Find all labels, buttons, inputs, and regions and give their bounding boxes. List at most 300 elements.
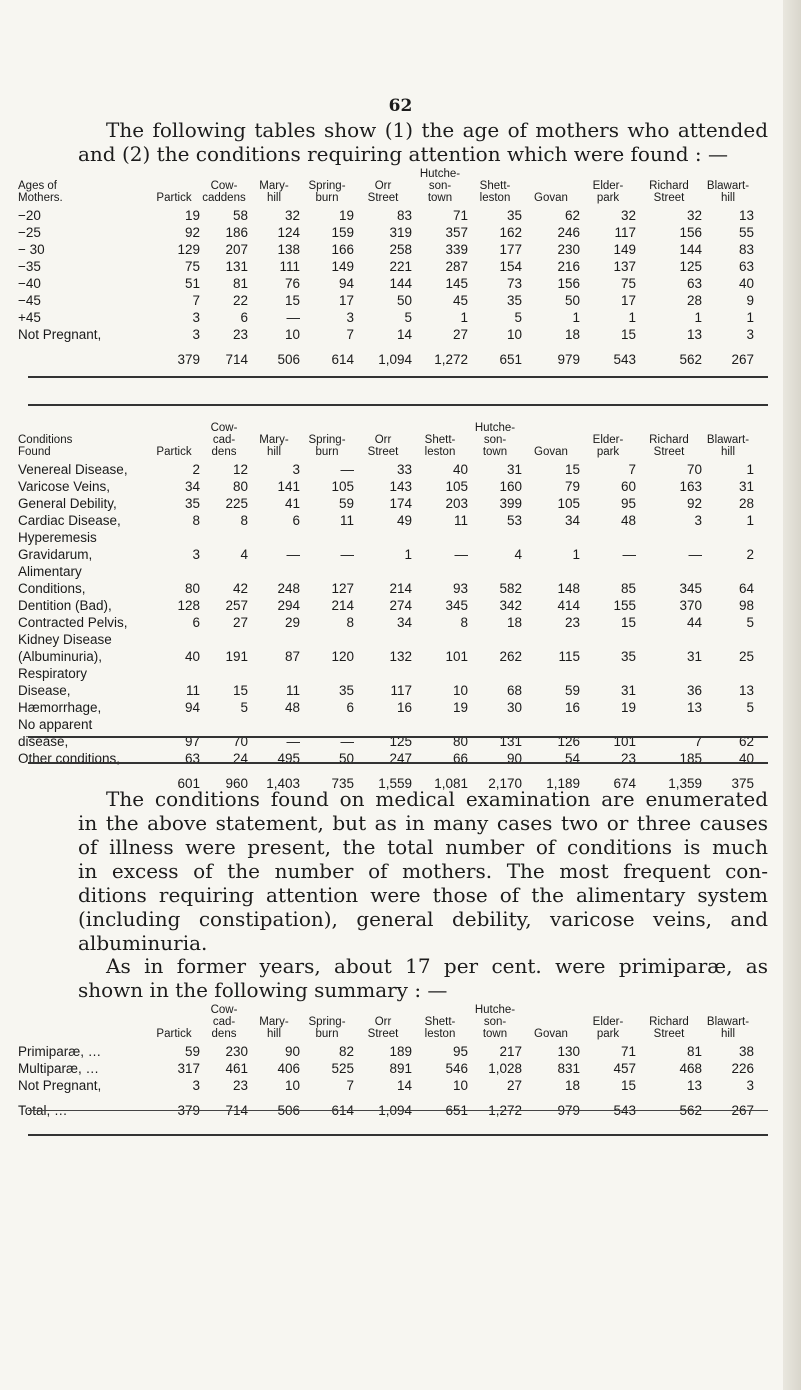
column-header <box>200 422 248 461</box>
paragraph-line: ditions requiring attention were those of the alimentary system <box>78 883 768 907</box>
total-cell: 1,272 <box>488 1103 522 1118</box>
table-row <box>18 241 754 258</box>
table-cell <box>580 716 636 733</box>
column-header-line: Cow- <box>210 1004 238 1016</box>
table-cell: 19 <box>620 700 636 715</box>
column-header-line: park <box>596 446 620 458</box>
row-label: −35 <box>18 259 41 274</box>
table-cell: 90 <box>284 1044 300 1059</box>
table-cell: 162 <box>499 225 522 240</box>
table-cell: 214 <box>389 581 412 596</box>
table-cell: 468 <box>679 1061 702 1076</box>
table-cell: 32 <box>284 208 300 223</box>
column-header <box>702 422 754 461</box>
table-cell: 3 <box>192 547 200 562</box>
table-cell: 125 <box>679 259 702 274</box>
column-header <box>522 422 580 461</box>
table-cell <box>200 529 248 546</box>
table-row <box>18 631 754 648</box>
column-header <box>18 168 148 207</box>
table-cell: 15 <box>620 615 636 630</box>
total-row <box>18 1094 754 1119</box>
column-header <box>354 1004 412 1043</box>
table-row <box>18 461 754 478</box>
table-cell: 3 <box>746 1078 754 1093</box>
table-cell: 34 <box>564 513 580 528</box>
table-cell <box>702 716 754 733</box>
column-header <box>148 168 200 207</box>
table-cell: 59 <box>184 1044 200 1059</box>
table-cell: 1 <box>404 547 412 562</box>
row-label: − 30 <box>18 242 45 257</box>
column-header <box>412 168 468 207</box>
table-row <box>18 648 754 665</box>
table-cell: 18 <box>506 615 522 630</box>
table-cell: 216 <box>557 259 580 274</box>
total-cell: 614 <box>331 352 354 367</box>
table-cell: 257 <box>225 598 248 613</box>
table-row <box>18 292 754 309</box>
table-cell <box>580 563 636 580</box>
table-row <box>18 750 754 767</box>
table-cell: 13 <box>686 700 702 715</box>
table-cell <box>522 665 580 682</box>
table-cell: 40 <box>738 751 754 766</box>
column-header <box>300 422 354 461</box>
row-label: −20 <box>18 208 41 223</box>
table-cell <box>580 631 636 648</box>
table-cell: 83 <box>396 208 412 223</box>
total-cell: 2,170 <box>488 776 522 791</box>
table-cell: 10 <box>284 1078 300 1093</box>
table-rule <box>28 736 768 738</box>
table-cell <box>522 529 580 546</box>
column-header <box>412 422 468 461</box>
table-cell: 105 <box>557 496 580 511</box>
table-row <box>18 512 754 529</box>
table-cell: 4 <box>240 547 248 562</box>
table-cell: 45 <box>452 293 468 308</box>
column-header <box>354 168 412 207</box>
table-row <box>18 682 754 699</box>
table-cell: 406 <box>277 1061 300 1076</box>
column-header-line: hill <box>720 192 736 204</box>
column-header-line: Street <box>367 1028 399 1040</box>
table-cell <box>148 563 200 580</box>
column-header-line: dens <box>211 1028 237 1040</box>
column-header <box>522 168 580 207</box>
table-cell: 82 <box>338 1044 354 1059</box>
table-cell: 414 <box>557 598 580 613</box>
total-label: Total, … <box>18 1103 68 1118</box>
table-cell: 94 <box>338 276 354 291</box>
table-cell: 230 <box>225 1044 248 1059</box>
table-cell: 70 <box>686 462 702 477</box>
column-header <box>300 1004 354 1043</box>
table-cell: 145 <box>445 276 468 291</box>
table-row <box>18 478 754 495</box>
table-row <box>18 580 754 597</box>
column-header-line: Cow- <box>210 180 238 192</box>
total-cell: 674 <box>613 776 636 791</box>
total-cell: 1,359 <box>668 776 702 791</box>
table-cell: 11 <box>285 683 300 698</box>
table-cell: 5 <box>240 700 248 715</box>
table-cell: 12 <box>232 462 248 477</box>
table-cell: 342 <box>499 598 522 613</box>
table-cell: 73 <box>506 276 522 291</box>
table-cell <box>468 716 522 733</box>
table-cell: 174 <box>389 496 412 511</box>
table-rule <box>28 1110 768 1111</box>
conditions-paragraph <box>78 787 768 955</box>
table-cell: 95 <box>452 1044 468 1059</box>
column-header-line <box>148 434 200 446</box>
table-cell: 19 <box>184 208 200 223</box>
table-cell: 126 <box>557 734 580 749</box>
table-cell: 27 <box>452 327 468 342</box>
table-cell: 1 <box>746 513 754 528</box>
table-cell: 34 <box>396 615 412 630</box>
table-cell <box>248 716 300 733</box>
column-header-line: Blawart- <box>706 434 750 446</box>
table-cell <box>468 631 522 648</box>
table-cell: 144 <box>679 242 702 257</box>
column-header <box>522 1004 580 1043</box>
table-cell <box>148 529 200 546</box>
table-cell: 191 <box>225 649 248 664</box>
column-header-line: Govan <box>534 1028 568 1040</box>
table-row <box>18 1043 754 1060</box>
column-header <box>148 422 200 461</box>
page-edge <box>783 0 801 1390</box>
table-cell: 38 <box>738 1044 754 1059</box>
row-label: Venereal Disease, <box>18 462 128 477</box>
table-cell: 137 <box>613 259 636 274</box>
table-cell: 13 <box>738 208 754 223</box>
table-cell: 3 <box>192 327 200 342</box>
paragraph-line: shown in the following summary : — <box>78 978 448 1002</box>
table-cell: 7 <box>346 327 354 342</box>
row-label: Gravidarum, <box>18 547 93 562</box>
table-cell: 75 <box>620 276 636 291</box>
table-cell: 81 <box>686 1044 702 1059</box>
table-cell: 48 <box>284 700 300 715</box>
table-cell <box>200 563 248 580</box>
column-header-line: cad- <box>212 1016 236 1028</box>
column-header <box>300 168 354 207</box>
total-cell: 379 <box>177 352 200 367</box>
total-cell: 506 <box>277 1103 300 1118</box>
column-header-line: burn <box>315 446 339 458</box>
table-cell <box>148 716 200 733</box>
table-cell: 149 <box>331 259 354 274</box>
table-row <box>18 1060 754 1077</box>
table-cell: — <box>286 547 300 562</box>
table-cell: 105 <box>445 479 468 494</box>
table-cell: 66 <box>452 751 468 766</box>
table-cell: 117 <box>390 683 412 698</box>
table-cell: 50 <box>396 293 412 308</box>
table-cell: 50 <box>564 293 580 308</box>
table-cell: 4 <box>514 547 522 562</box>
table-cell: 117 <box>614 225 636 240</box>
table-cell: 95 <box>620 496 636 511</box>
table-cell: 80 <box>232 479 248 494</box>
table-cell: 81 <box>232 276 248 291</box>
intro-line: The following tables show (1) the age of mothers who attended <box>106 118 768 142</box>
table-cell: 87 <box>284 649 300 664</box>
table-cell: 891 <box>389 1061 412 1076</box>
table-cell: 101 <box>613 734 636 749</box>
column-header-line: burn <box>315 1028 339 1040</box>
table-cell: 31 <box>738 479 754 494</box>
row-label: Dentition (Bad), <box>18 598 112 613</box>
table-cell: 17 <box>620 293 636 308</box>
table-cell: 90 <box>506 751 522 766</box>
table-cell: 149 <box>613 242 636 257</box>
table-cell: 23 <box>620 751 636 766</box>
column-header <box>636 422 702 461</box>
column-header-line: Hutche- <box>474 422 516 434</box>
total-cell: 1,094 <box>378 352 412 367</box>
total-cell: 543 <box>613 352 636 367</box>
table-row <box>18 699 754 716</box>
table-cell: 35 <box>506 208 522 223</box>
table-cell: 3 <box>694 513 702 528</box>
table-cell: 10 <box>506 327 522 342</box>
table-cell <box>412 631 468 648</box>
column-header-line: Richard <box>649 180 689 192</box>
column-header <box>636 168 702 207</box>
table-cell: 28 <box>686 293 702 308</box>
table-row <box>18 665 754 682</box>
column-header-line: hill <box>266 1028 282 1040</box>
header-row <box>18 168 754 207</box>
column-header-line: Richard <box>649 434 689 446</box>
table-cell: 127 <box>331 581 354 596</box>
column-header-line: Street <box>653 192 685 204</box>
table-cell: 294 <box>277 598 300 613</box>
table-cell: 101 <box>445 649 468 664</box>
total-cell: 375 <box>731 776 754 791</box>
table-cell: 148 <box>557 581 580 596</box>
table-cell <box>354 631 412 648</box>
table-cell: 80 <box>452 734 468 749</box>
table-cell <box>300 665 354 682</box>
column-header-line: hill <box>266 192 282 204</box>
table-cell: — <box>340 734 354 749</box>
table-cell: 546 <box>445 1061 468 1076</box>
table-cell: 399 <box>499 496 522 511</box>
table-cell: 55 <box>738 225 754 240</box>
table-cell: 76 <box>284 276 300 291</box>
column-header-line: park <box>596 1028 620 1040</box>
column-header-line: caddens <box>202 192 246 204</box>
total-cell: 1,094 <box>378 1103 412 1118</box>
table-cell: — <box>340 462 354 477</box>
row-label: No apparent <box>18 717 93 732</box>
table-cell <box>580 529 636 546</box>
column-header-line: dens <box>211 446 237 458</box>
table-cell: 97 <box>184 734 200 749</box>
table-cell: 5 <box>746 700 754 715</box>
table-cell: 1 <box>460 310 468 325</box>
row-label: Hyperemesis <box>18 530 97 545</box>
total-cell: 651 <box>445 1103 468 1118</box>
column-header <box>580 1004 636 1043</box>
column-header <box>248 422 300 461</box>
column-header-line <box>148 180 200 192</box>
table-cell: 131 <box>225 259 248 274</box>
total-row <box>18 343 754 368</box>
table-cell: 17 <box>338 293 354 308</box>
table-cell: 105 <box>331 479 354 494</box>
table-cell <box>200 665 248 682</box>
table-row <box>18 614 754 631</box>
table-cell: 28 <box>738 496 754 511</box>
table-cell: 32 <box>620 208 636 223</box>
total-cell: 735 <box>331 776 354 791</box>
table-cell: 27 <box>506 1078 522 1093</box>
total-cell: 979 <box>557 352 580 367</box>
table-cell: 1 <box>746 462 754 477</box>
table-cell: 13 <box>738 683 754 698</box>
table-cell: 29 <box>284 615 300 630</box>
table-cell: 262 <box>499 649 522 664</box>
row-label: +45 <box>18 310 41 325</box>
table-cell: 10 <box>452 1078 468 1093</box>
table-row <box>18 495 754 512</box>
table-cell: — <box>286 310 300 325</box>
table-rule <box>28 404 768 406</box>
table-cell <box>636 631 702 648</box>
column-header-line: Partick <box>156 1028 192 1040</box>
column-header-line: son- <box>483 434 507 446</box>
table-cell: 27 <box>232 615 248 630</box>
paragraph-line: albuminuria. <box>78 931 208 955</box>
table-cell: 10 <box>452 683 468 698</box>
table-cell <box>412 665 468 682</box>
table-cell: 6 <box>240 310 248 325</box>
total-cell: 714 <box>225 352 248 367</box>
total-cell: 267 <box>731 1103 754 1118</box>
table-cell: 58 <box>232 208 248 223</box>
table-cell: 7 <box>694 734 702 749</box>
total-cell: 1,189 <box>546 776 580 791</box>
table-cell <box>300 631 354 648</box>
column-header <box>468 1004 522 1043</box>
table-cell: 143 <box>389 479 412 494</box>
table-cell <box>248 631 300 648</box>
table-row <box>18 326 754 343</box>
table-cell: 11 <box>453 513 468 528</box>
total-cell: 1,403 <box>266 776 300 791</box>
table-cell: 30 <box>506 700 522 715</box>
table-row <box>18 207 754 224</box>
table-cell <box>702 529 754 546</box>
total-cell: 601 <box>177 776 200 791</box>
table-cell: 3 <box>192 1078 200 1093</box>
column-header-line: hill <box>266 446 282 458</box>
table-cell: 13 <box>686 327 702 342</box>
paragraph-line: As in former years, about 17 per cent. were primiparæ, as <box>106 954 768 978</box>
total-label <box>18 343 148 368</box>
row-label: −45 <box>18 293 41 308</box>
table-row <box>18 563 754 580</box>
table-cell <box>354 529 412 546</box>
table-cell: 23 <box>564 615 580 630</box>
table-cell: 1,028 <box>488 1061 522 1076</box>
table-cell: 68 <box>506 683 522 698</box>
column-header-line <box>522 180 580 192</box>
table-cell: 24 <box>232 751 248 766</box>
column-header-line: Richard <box>649 1016 689 1028</box>
table-cell <box>468 529 522 546</box>
table-cell: 19 <box>338 208 354 223</box>
row-label: −25 <box>18 225 41 240</box>
table-rule <box>28 1134 768 1136</box>
table-cell: 1 <box>694 310 702 325</box>
column-header-line: leston <box>424 1028 456 1040</box>
column-header <box>200 1004 248 1043</box>
table-cell <box>636 665 702 682</box>
table-cell: 16 <box>564 700 580 715</box>
table-cell: 98 <box>738 598 754 613</box>
table-cell: 10 <box>284 327 300 342</box>
row-label: Not Pregnant, <box>18 327 102 342</box>
page-number: 62 <box>388 96 413 116</box>
table-cell: 49 <box>396 513 412 528</box>
table-row <box>18 1077 754 1094</box>
row-label: Kidney Disease <box>18 632 112 647</box>
column-header <box>580 422 636 461</box>
table-cell: 60 <box>620 479 636 494</box>
row-label: Respiratory <box>18 666 88 681</box>
row-label: Primiparæ, … <box>18 1044 102 1059</box>
table-row <box>18 309 754 326</box>
table-cell: 246 <box>557 225 580 240</box>
table-rule <box>28 762 768 764</box>
table-cell: 94 <box>184 700 200 715</box>
table-cell: 319 <box>389 225 412 240</box>
table-cell: 166 <box>331 242 354 257</box>
row-label: disease, <box>18 734 69 749</box>
table-cell: 64 <box>738 581 754 596</box>
table-cell: 120 <box>331 649 354 664</box>
row-label: Hæmorrhage, <box>18 700 102 715</box>
table-cell: 59 <box>338 496 354 511</box>
table-cell: 1 <box>628 310 636 325</box>
table-cell <box>300 529 354 546</box>
table-cell: 19 <box>452 700 468 715</box>
column-header-line: Mary- <box>259 1016 289 1028</box>
table-cell: 62 <box>564 208 580 223</box>
column-header <box>468 168 522 207</box>
total-cell: 614 <box>331 1103 354 1118</box>
column-header <box>148 1004 200 1043</box>
table-cell: 258 <box>389 242 412 257</box>
table-cell: 62 <box>738 734 754 749</box>
table-row <box>18 258 754 275</box>
table-cell: 15 <box>232 683 248 698</box>
table-cell: — <box>454 547 468 562</box>
column-header-line: Street <box>367 192 399 204</box>
table-cell: 461 <box>225 1061 248 1076</box>
table-cell: 129 <box>177 242 200 257</box>
table-cell: 217 <box>499 1044 522 1059</box>
table-cell: 31 <box>686 649 702 664</box>
